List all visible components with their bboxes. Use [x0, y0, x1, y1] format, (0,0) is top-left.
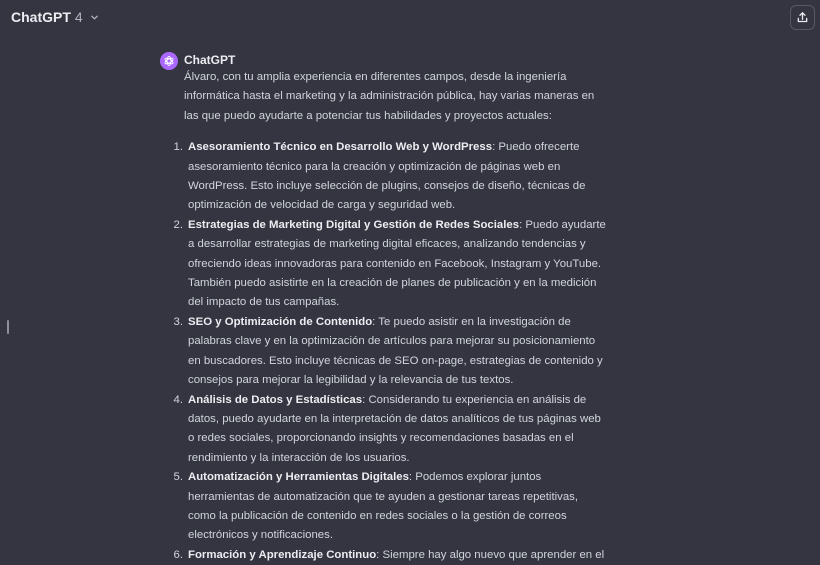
message-intro: Álvaro, con tu amplia experiencia en diferentes campos, desde la ingeniería informática hasta el marketing y la administración pública, hay varias maneras en las que puedo ayudarte a potenciar tus habilidades y proyectos actuales: [184, 71, 595, 122]
model-selector[interactable] [11, 9, 99, 25]
list-item-number: 2. [173, 218, 183, 231]
suggestion-list [173, 138, 609, 565]
list-item-title: Asesoramiento Técnico en Desarrollo Web y WordPress [188, 141, 493, 154]
list-item [173, 313, 609, 391]
avatar [160, 52, 178, 70]
share-button[interactable] [790, 5, 815, 30]
list-item [173, 138, 609, 216]
list-item-number: 5. [173, 471, 183, 484]
list-item-number: 6. [173, 548, 183, 561]
list-item-title: Estrategias de Marketing Digital y Gestión de Redes Sociales [188, 218, 520, 231]
list-item-number: 1. [173, 141, 183, 154]
list-item [173, 391, 609, 469]
list-item-text: : Puedo ofrecerte asesoramiento técnico para la creación y optimización de páginas web en WordPress. Esto incluye selección de plugins, consejos de diseño, técnicas de optimización de velocidad de carga y seguridad web. [188, 141, 586, 212]
share-upload-icon [796, 11, 809, 24]
top-bar [0, 0, 820, 36]
list-item [173, 468, 609, 546]
model-name: ChatGPT [11, 9, 71, 25]
message-author: ChatGPT [184, 53, 236, 67]
list-item-text: : Siempre hay algo nuevo que aprender en el [376, 548, 605, 561]
list-item-title: Análisis de Datos y Estadísticas [188, 393, 363, 406]
model-version: 4 [74, 9, 83, 25]
list-item-text: : Considerando tu experiencia en análisis de datos, puedo ayudarte en la interpretación de datos analíticos de tus páginas web o redes sociales, proporcionando insights y recomendaciones basadas en el rendimiento y la interacción de los usuarios. [188, 393, 601, 464]
openai-logo-icon [163, 55, 175, 67]
list-item-title: SEO y Optimización de Contenido [188, 315, 373, 328]
list-item-text: : Podemos explorar juntos herramientas de automatización que te ayuden a gestionar tareas repetitivas, como la publicación de contenido en redes sociales o la gestión de correos electrónicos y notificaciones. [188, 471, 579, 542]
list-item-title: Formación y Aprendizaje Continuo [188, 548, 377, 561]
list-item [173, 216, 609, 313]
list-item-number: 3. [173, 315, 183, 328]
list-item-title: Automatización y Herramientas Digitales [188, 471, 409, 484]
list-item-text: : Puedo ayudarte a desarrollar estrategias de marketing digital eficaces, analizando tendencias y ofreciendo ideas innovadoras para contenido en Facebook, Instagram y YouTube. También puedo asistirte en la creación de planes de publicación y en la medición del impacto de tus campañas. [188, 218, 606, 309]
chevron-down-icon [90, 13, 99, 22]
list-item [173, 546, 609, 565]
list-item-text: : Te puedo asistir en la investigación de palabras clave y en la optimización de artículos para mejorar su posicionamiento en buscadores. Esto incluye técnicas de SEO on-page, estrategias de contenido y consejos para mejorar la legibilidad y la relevancia de tus textos. [188, 315, 603, 387]
list-item-number: 4. [173, 393, 183, 406]
message-content [173, 68, 609, 565]
sidebar-toggle-handle[interactable] [7, 320, 9, 334]
